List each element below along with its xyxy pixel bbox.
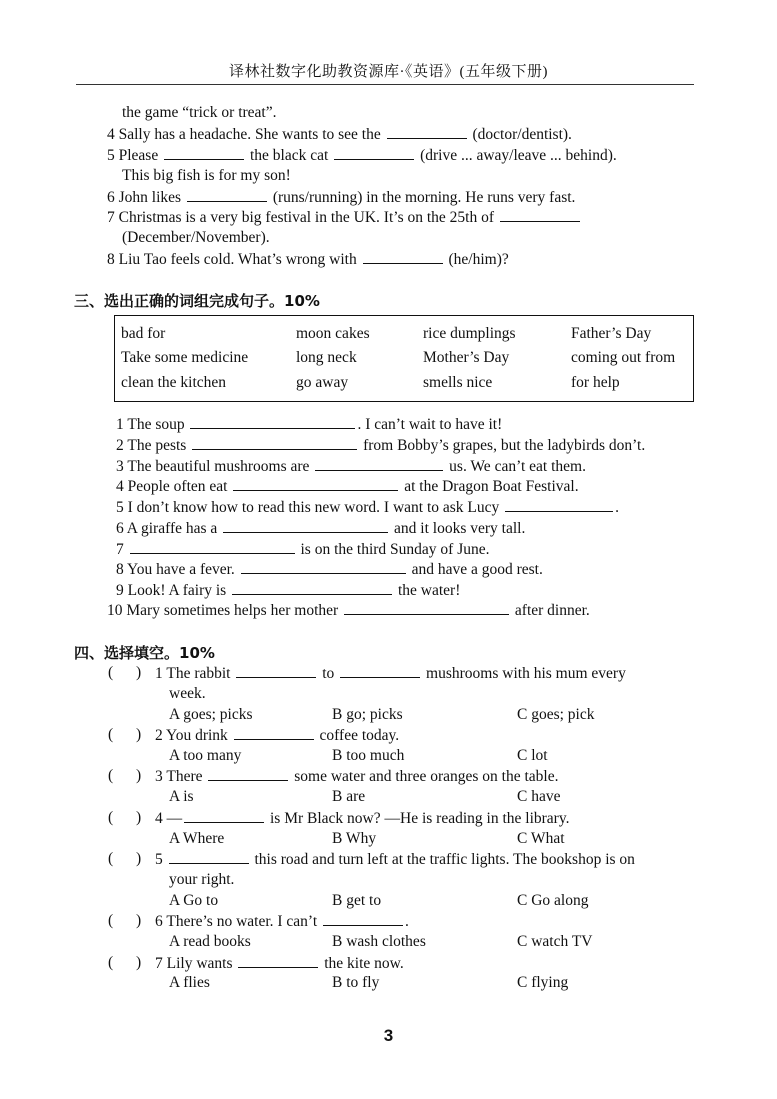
answer-blank[interactable] — [169, 850, 249, 864]
option-b[interactable]: B wash clothes — [332, 933, 426, 950]
header-rule — [76, 84, 694, 85]
s4-question-6: 6 There’s no water. I can’t . — [155, 913, 409, 930]
answer-blank[interactable] — [130, 540, 295, 554]
option-c[interactable]: C watch TV — [517, 933, 593, 950]
page-header: 译林社数字化助教资源库·《英语》(五年级下册) — [229, 64, 548, 80]
answer-blank[interactable] — [223, 519, 388, 533]
phrase: for help — [571, 374, 620, 391]
s3-item-7: 7 is on the third Sunday of June. — [116, 541, 490, 558]
answer-blank[interactable] — [387, 125, 467, 139]
answer-paren-close: ) — [136, 954, 142, 971]
phrase-bank — [114, 315, 694, 402]
s2-item-4: 4 Sally has a headache. She wants to see the (doctor/dentist). — [107, 126, 572, 143]
s2-item-7: 7 Christmas is a very big festival in the UK. It’s on the 25th of — [107, 208, 582, 227]
phrase: Mother’s Day — [423, 349, 510, 366]
section3-title: 三、选出正确的词组完成句子。10% — [74, 292, 320, 310]
option-a[interactable]: A is — [169, 788, 194, 805]
s3-item-5: 5 I don’t know how to read this new word. I want to ask Lucy . — [116, 499, 620, 516]
answer-blank[interactable] — [315, 457, 443, 471]
answer-paren-close: ) — [136, 809, 142, 826]
option-c[interactable]: C Go along — [517, 892, 589, 909]
answer-paren-close: ) — [136, 912, 142, 929]
answer-paren-open: ( — [108, 726, 114, 743]
s2-item-8: 8 Liu Tao feels cold. What’s wrong with (he/him)? — [107, 251, 509, 268]
option-a[interactable]: A Where — [169, 830, 225, 847]
phrase: long neck — [296, 349, 357, 366]
answer-blank[interactable] — [187, 188, 267, 202]
answer-blank[interactable] — [238, 954, 318, 968]
answer-blank[interactable] — [192, 436, 357, 450]
option-b[interactable]: B get to — [332, 892, 382, 909]
s2-item-5-cont: This big fish is for my son! — [122, 167, 291, 184]
answer-blank[interactable] — [334, 146, 414, 160]
answer-blank[interactable] — [184, 809, 264, 823]
option-a[interactable]: A goes; picks — [169, 706, 253, 723]
s4-question-5: 5 this road and turn left at the traffic lights. The bookshop is on — [155, 851, 635, 868]
s4-question-3: 3 There some water and three oranges on the table. — [155, 768, 559, 785]
answer-blank[interactable] — [323, 912, 403, 926]
phrase: smells nice — [423, 374, 493, 391]
answer-paren-open: ( — [108, 664, 114, 681]
phrase: Father’s Day — [571, 325, 652, 342]
s4-question-7: 7 Lily wants the kite now. — [155, 955, 404, 972]
option-a[interactable]: A flies — [169, 974, 210, 991]
answer-paren-close: ) — [136, 664, 142, 681]
s3-item-6: 6 A giraffe has a and it looks very tall. — [116, 520, 526, 537]
answer-blank[interactable] — [505, 498, 613, 512]
s3-item-3: 3 The beautiful mushrooms are us. We can’t eat them. — [116, 458, 586, 475]
s2-item-6: 6 John likes (runs/running) in the morning. He runs very fast. — [107, 189, 576, 206]
s3-item-4: 4 People often eat at the Dragon Boat Festival. — [116, 478, 579, 495]
answer-blank[interactable] — [500, 208, 580, 222]
s4-question-1-cont: week. — [169, 685, 206, 702]
answer-paren-close: ) — [136, 767, 142, 784]
option-b[interactable]: B Why — [332, 830, 377, 847]
answer-blank[interactable] — [236, 664, 316, 678]
section4-title: 四、选择填空。10% — [74, 644, 215, 662]
option-b[interactable]: B are — [332, 788, 366, 805]
option-a[interactable]: A too many — [169, 747, 242, 764]
option-c[interactable]: C have — [517, 788, 561, 805]
phrase: Take some medicine — [121, 349, 249, 366]
phrase: bad for — [121, 325, 166, 342]
answer-blank[interactable] — [233, 477, 398, 491]
page-number: 3 — [383, 1026, 394, 1045]
s3-item-1: 1 The soup . I can’t wait to have it! — [116, 416, 503, 433]
s3-item-9: 9 Look! A fairy is the water! — [116, 582, 461, 599]
answer-paren-close: ) — [136, 850, 142, 867]
option-a[interactable]: A read books — [169, 933, 251, 950]
s4-question-2: 2 You drink coffee today. — [155, 727, 400, 744]
answer-paren-open: ( — [108, 767, 114, 784]
answer-blank[interactable] — [234, 726, 314, 740]
option-c[interactable]: C goes; pick — [517, 706, 595, 723]
phrase: go away — [296, 374, 349, 391]
option-a[interactable]: A Go to — [169, 892, 219, 909]
s2-item-5: 5 Please the black cat (drive ... away/leave ... behind). — [107, 147, 617, 164]
answer-paren-close: ) — [136, 726, 142, 743]
s4-question-5-cont: your right. — [169, 871, 235, 888]
s4-question-1: 1 The rabbit to mushrooms with his mum every — [155, 665, 626, 682]
answer-blank[interactable] — [164, 146, 244, 160]
answer-blank[interactable] — [232, 581, 392, 595]
answer-paren-open: ( — [108, 850, 114, 867]
option-b[interactable]: B to fly — [332, 974, 380, 991]
s2-item-7-cont: (December/November). — [122, 229, 270, 246]
option-c[interactable]: C lot — [517, 747, 548, 764]
answer-blank[interactable] — [344, 601, 509, 615]
option-b[interactable]: B too much — [332, 747, 405, 764]
s2-line-game: the game “trick or treat”. — [122, 104, 277, 121]
answer-blank[interactable] — [340, 664, 420, 678]
option-c[interactable]: C What — [517, 830, 565, 847]
s3-item-2: 2 The pests from Bobby’s grapes, but the ladybirds don’t. — [116, 437, 646, 454]
option-c[interactable]: C flying — [517, 974, 569, 991]
phrase: coming out from — [571, 349, 676, 366]
answer-paren-open: ( — [108, 954, 114, 971]
s3-item-10: 10 Mary sometimes helps her mother after dinner. — [107, 602, 590, 619]
answer-blank[interactable] — [363, 250, 443, 264]
s4-question-4: 4 — is Mr Black now? —He is reading in the library. — [155, 810, 570, 827]
phrase: clean the kitchen — [121, 374, 227, 391]
s3-item-8: 8 You have a fever. and have a good rest. — [116, 561, 543, 578]
answer-paren-open: ( — [108, 912, 114, 929]
answer-blank[interactable] — [208, 767, 288, 781]
answer-paren-open: ( — [108, 809, 114, 826]
answer-blank[interactable] — [190, 415, 355, 429]
answer-blank[interactable] — [241, 560, 406, 574]
phrase: moon cakes — [296, 325, 370, 342]
phrase: rice dumplings — [423, 325, 516, 342]
option-b[interactable]: B go; picks — [332, 706, 403, 723]
